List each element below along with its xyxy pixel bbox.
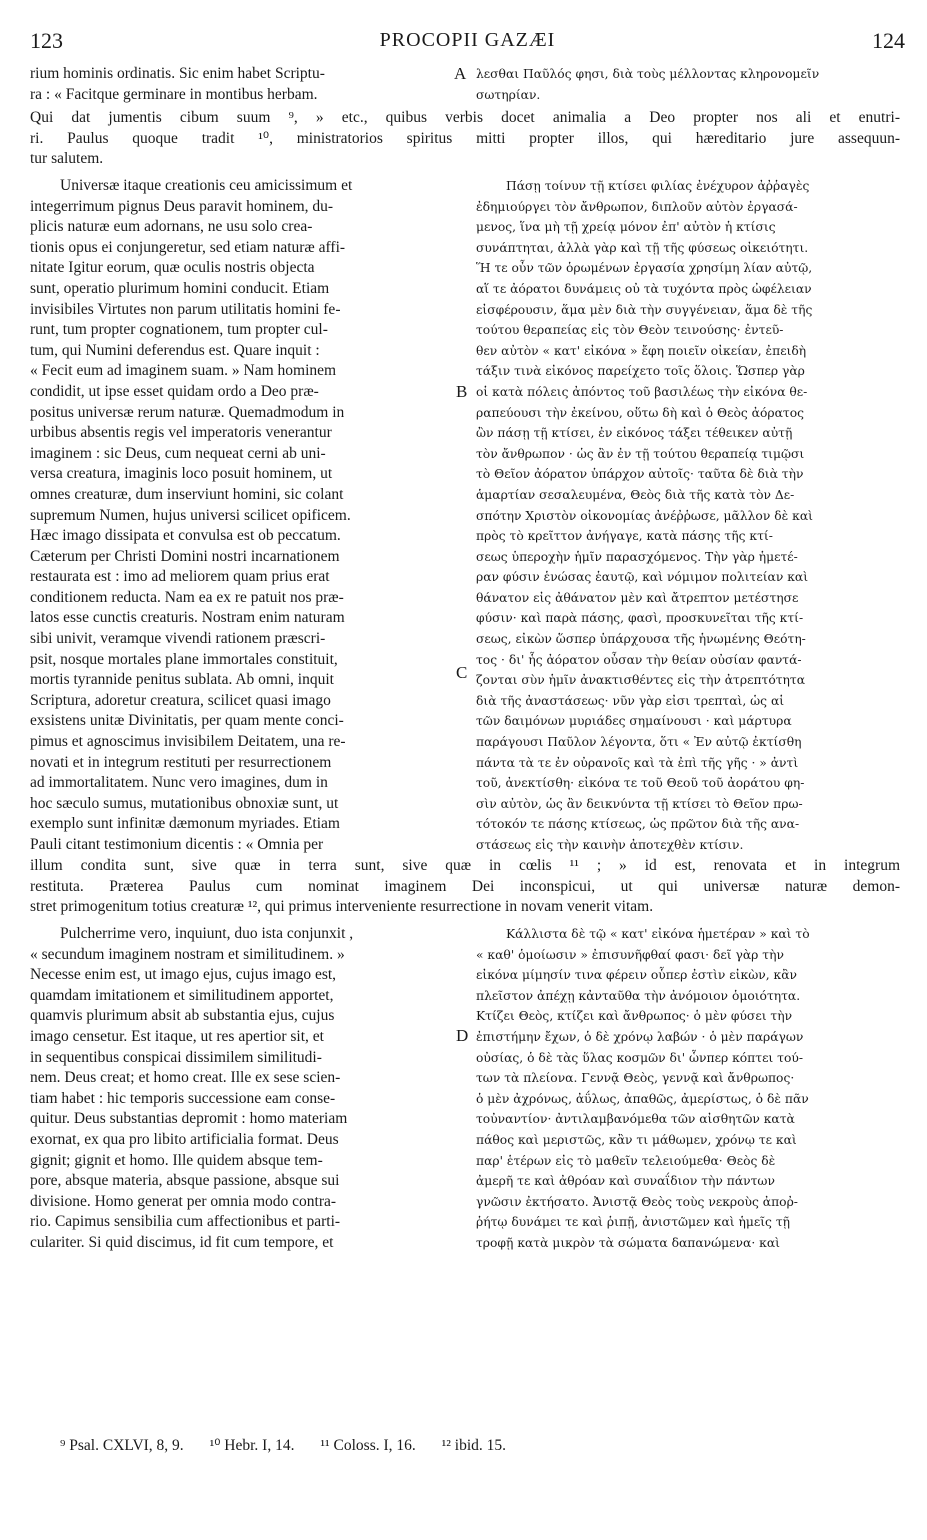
- text-line: Πάσῃ τοίνυν τῇ κτίσει φιλίας ἐνέχυρον ἀῤῥαγὲς: [506, 179, 810, 193]
- running-title: PROCOPII GAZÆI: [379, 29, 556, 51]
- text-line: tiam habet : hic temporis successione eam conse-: [30, 1089, 336, 1107]
- text-line: Pulcherrime vero, inquiunt, duo ista conjunxit ,: [60, 925, 354, 942]
- text-line: τότοκόν τε πάσης κτίσεως, ὡς πρῶτον διὰ τῆς ανα-: [476, 817, 800, 832]
- text-line: τῶν δαιμόνων μυριάδες σημαίνουσι · καὶ μάρτυρα: [476, 714, 792, 729]
- text-line: condidit, ut ipse esset quidam ordo a Deo præ-: [30, 382, 319, 400]
- text-line: αἵ τε ἀόρατοι δυνάμεις οὐ τὰ τυχόντα πρὸς ὠφέλειαν: [476, 281, 812, 296]
- text-line: restituta. Præterea Paulus cum nominat imaginem Dei inconspicui, ut qui universæ naturæ demon-: [30, 877, 900, 895]
- text-line: imago censetur. Est itaque, ut res apertior sit, et: [30, 1027, 324, 1045]
- text-line: Pauli citant testimonium dicentis : « Omnia per: [30, 836, 324, 853]
- text-line: συνάπτηται, ἀλλὰ γὰρ καὶ τῇ τῆς φύσεως οἰκειότητι.: [476, 240, 809, 255]
- text-line: runt, tum propter cognationem, tum propter cul-: [30, 321, 328, 339]
- text-line: « Fecit eum ad imaginem suam. » Nam hominem: [30, 362, 337, 380]
- text-line: mortis tyrannide penitus sublata. Ab omni, inquit: [30, 671, 334, 689]
- right-page-number: 124: [872, 28, 905, 53]
- margin-letter-a: A: [454, 64, 467, 83]
- footnote: ¹² ibid. 15.: [441, 1437, 507, 1454]
- text-line: ζονται σὺν ἡμῖν ἀνακτισθέντες εἰς τὴν ἀτρεπτότητα: [476, 673, 806, 688]
- text-line: ri. Paulus quoque tradit ¹⁰, ministratorios spiritus mitti propter illos, qui hæreditario jure assequun-: [30, 129, 900, 147]
- text-line: exornat, ex qua pro libito artificialia format. Deus: [30, 1130, 339, 1148]
- text-line: σεως, εἰκὼν ὥσπερ ὑπάρχουσα τῆς ἡνωμένης Θεότη-: [476, 632, 806, 647]
- text-line: φύσιν· καὶ παρὰ πάσης, φασὶ, προσκυνεῖται τῆς κτί-: [476, 611, 804, 626]
- text-line: gignit; gignit et homo. Ille quidem absque tem-: [30, 1151, 323, 1169]
- text-line: τούτου θεραπείας εἰς τὸν Θεὸν τεινούσης· ἐντεῦ-: [476, 323, 784, 338]
- text-line: hoc sæculo sumus, mutationibus obnoxiæ sunt, ut: [30, 794, 339, 812]
- text-line: exsistens unitæ Divinitatis, per quam mente conci-: [30, 712, 344, 730]
- text-line: Κτίζει Θεὸς, κτίζει καὶ ἄνθρωπος· ὁ μὲν φύσει τὴν: [476, 1009, 793, 1024]
- text-line: τὸν ἄνθρωπον · ὡς ἂν ἐν τῇ τούτου θεραπείᾳ τιμῷσι: [476, 446, 805, 461]
- text-line: novati et in integrum restituti per resurrectionem: [30, 753, 332, 771]
- text-line: urbibus absentis regis vel imperatoris venerantur: [30, 424, 332, 442]
- text-line: pimus et agnoscimus invisibilem Deitatem, una re-: [30, 733, 346, 751]
- text-line: οἱ κατὰ πόλεις ἀπόντος τοῦ βασιλέως τὴν εἰκόνα θε-: [476, 384, 808, 399]
- text-line: sunt, operatio plurimum homini conducit. Etiam: [30, 279, 330, 297]
- text-line: στάσεως εἰς τὴν καινὴν ἀποτεχθὲν κτίσιν.: [476, 838, 744, 852]
- text-line: διὰ τῆς ἀναστάσεως· νῦν γὰρ εἰσι τρεπταὶ, ὡς αἱ: [476, 693, 785, 708]
- latin-column-1: [30, 176, 460, 856]
- text-line: ad immortalitatem. Nunc vero imagines, dum in: [30, 774, 328, 792]
- text-line: πάντα τὰ τε ἐν οὐρανοῖς καὶ τὰ ἐπὶ τῆς γῆς · » ἀντὶ: [476, 755, 799, 770]
- text-line: restaurata est : imo ad meliorem quam prius erat: [30, 568, 330, 586]
- greek-top-continuation: [476, 64, 902, 105]
- text-line: τοῦ, ἀνεκτίσθη· εἰκόνα τε τοῦ Θεοῦ τοῦ ἀοράτου φη-: [476, 776, 805, 791]
- text-line: πλεῖστον ἀπέχῃ κἀνταῦθα τὴν ἀνόμοιον ὁμοιότητα.: [476, 988, 801, 1003]
- text-line: τος · δι' ἧς ἀόρατον οὖσαν τὴν θείαν οὐσίαν φαντά-: [476, 652, 802, 667]
- text-line: πρὸς τὸ κρεῖττον ἀνήγαγε, κατὰ πάσης τῆς κτί-: [476, 529, 773, 544]
- text-line: culariter. Si quid discimus, id fit cum tempore, et: [30, 1233, 334, 1251]
- margin-letter-c: C: [456, 663, 468, 682]
- text-line: tur salutem.: [30, 150, 104, 168]
- text-line: Universæ itaque creationis ceu amicissimum et: [60, 177, 353, 194]
- text-line: in sequentibus conspicai dissimilem similitudi-: [30, 1048, 322, 1066]
- text-line: σὶν αὐτὸν, ὡς ἂν δεικνύντα τῇ κτίσει τὸ Θεῖον πρω-: [476, 796, 803, 811]
- text-line: versa creatura, imaginis loco posuit hominem, ut: [30, 465, 333, 483]
- text-line: θεν αὐτὸν « κατ' εἰκόνα » ἔφη ποιεῖν οἰκείαν, ἐπειδὴ: [476, 343, 807, 358]
- text-line: εἰσφέρουσιν, ἅμα μὲν διὰ τὴν συγγένειαν, ἅμα δὲ τῆς: [476, 302, 813, 317]
- text-line: σεως ὑπεροχὴν ἡμῖν παρασχόμενος. Τὴν γὰρ ἡμετέ-: [476, 549, 798, 564]
- text-line: tum, qui Numini deferendus est. Quare inquit :: [30, 341, 320, 359]
- text-line: θάνατον εἰς ἀθάνατον μὲν καὶ ἄτρεπτον μετέστησε: [476, 590, 799, 605]
- text-line: conditionem reducta. Nam ea ex re patuit nos præ-: [30, 588, 344, 606]
- text-line: ἐδημιούργει τὸν ἄνθρωπον, διπλοῦν αὐτὸν ἐργασά-: [476, 199, 798, 214]
- text-line: παρ' ἑτέρων εἰς τὸ μαθεῖν τελειούμεθα· Θεὸς δὲ: [476, 1153, 776, 1168]
- text-line: παράγουσι Παῦλον λέγοντα, ὅτι « Ἐν αὐτῷ ἐκτίσθη: [476, 735, 802, 750]
- text-line: rio. Capimus sensibilia cum affectionibus et parti-: [30, 1213, 341, 1231]
- text-line: « secundum imaginem nostram et similitudinem. »: [30, 945, 345, 963]
- text-line: τάξιν τινὰ εἰκόνος παρείχετο τοῖς ὅλοις. Ὥσπερ γὰρ: [476, 364, 805, 379]
- text-line: τοὐναντίον· ἀντιλαμβανόμεθα τῶν αἰσθητῶν κατὰ: [476, 1112, 795, 1127]
- text-line: Ἥ τε οὖν τῶν ὁρωμένων ἐργασία χρησίμη λίαν αὐτῷ,: [476, 261, 813, 276]
- text-line: imaginem : sic Deus, cum nequeat cerni ab uni-: [30, 444, 326, 462]
- text-line: plicis naturæ eum adornans, ne usu solo crea-: [30, 218, 313, 236]
- text-line: sibi univit, veramque vivendi rationem præscri-: [30, 630, 326, 648]
- text-line: ἁμαρτίαν σεσαλευμένα, Θεὸς διὰ τῆς κατὰ τὸν Δε-: [476, 487, 795, 502]
- left-page-number: 123: [30, 28, 63, 53]
- text-line: πάθος καὶ μεριστῶς, κἂν τι μάθωμεν, χρόνῳ τε καὶ: [476, 1132, 797, 1147]
- text-line: psit, nosque mortales plane immortales constituit,: [30, 650, 338, 668]
- text-line: Hæc imago dissipata et convulsa est ob peccatum.: [30, 527, 341, 545]
- text-line: Qui dat jumentis cibum suum ⁹, » etc., quibus verbis docet animalia a Deo propter nos ali et enutri-: [30, 109, 900, 126]
- footnotes: [60, 1436, 528, 1455]
- text-line: omnes creaturæ, dum inserviunt homini, sic colant: [30, 485, 344, 503]
- text-line: divisione. Homo generat per omnia modo contra-: [30, 1192, 337, 1210]
- text-line: pore, absque materia, absque passione, absque sui: [30, 1172, 340, 1190]
- greek-column-2: [476, 924, 902, 1254]
- text-line: τὸ Θεῖον ἀόρατον ὑπάρχον αὐτοῖς· ταῦτα δὲ διὰ τὴν: [476, 467, 804, 482]
- text-line: ra : « Facitque germinare in montibus herbam.: [30, 85, 318, 103]
- text-line: ὢν πάσῃ τῇ κτίσει, ἐν εἰκόνος τάξει τέθεικεν αὐτῇ: [476, 426, 793, 441]
- text-line: Κάλλιστα δὲ τῷ « κατ' εἰκόνα ἡμετέραν » καὶ τὸ: [506, 927, 810, 941]
- margin-letter-b: B: [456, 382, 468, 401]
- text-line: illum condita sunt, sive quæ in terra sunt, sive quæ in cœlis ¹¹ ; » id est, renovata et in integrum: [30, 857, 900, 874]
- text-line: γνῶσιν ἐκτήσατο. Ἀνιστᾷ Θεὸς τοὺς νεκροὺς ἀποῤ-: [476, 1194, 798, 1209]
- text-line: Cæterum per Christi Domini nostri incarnationem: [30, 547, 340, 565]
- text-line: Necesse enim est, ut imago ejus, cujus imago est,: [30, 966, 337, 984]
- text-line: tionis opus ei conjungeretur, sed etiam naturæ affi-: [30, 238, 346, 256]
- footnote: ¹¹ Coloss. I, 16.: [320, 1437, 416, 1454]
- text-line: nitate Igitur eorum, quæ oculis nostris objecta: [30, 259, 315, 277]
- text-line: integerrimum pignus Deus paravit hominem, du-: [30, 197, 334, 215]
- text-line: μενος, ἵνα μὴ τῇ χρείᾳ μόνον ἐπ' αὐτὸν ἡ κτίσις: [476, 220, 776, 235]
- text-line: latos esse cunctis creaturis. Nostram enim naturam: [30, 609, 345, 627]
- text-line: οὐσίας, ὁ δὲ τὰς ὕλας κοσμῶν δι' ὧνπερ κόπτει τού-: [476, 1050, 804, 1065]
- text-line: σωτηρίαν.: [476, 87, 541, 102]
- text-line: stret primogenitum totius creaturæ ¹², qui primus interveniente resurrectione in novam venerit vitam.: [30, 898, 654, 916]
- text-line: ραπεύουσι τὴν ἐκείνου, οὕτω δὴ καὶ ὁ Θεὸς ἀόρατος: [476, 405, 804, 420]
- text-line: ραν φύσιν ἑνώσας ἑαυτῷ, καὶ νόμιμον πολιτείαν καὶ: [476, 570, 809, 585]
- text-line: λεσθαι Παῦλός φησι, διὰ τοὺς μέλλοντας κληρονομεῖν: [476, 67, 820, 81]
- text-line: Scriptura, adoretur creatura, scilicet quasi imago: [30, 691, 331, 709]
- text-line: invisibiles Virtutes non parum utilitatis homini fe-: [30, 300, 341, 318]
- text-line: exemplo sunt infinitæ dæmonum myriades. Etiam: [30, 815, 340, 833]
- footnote: ⁹ Psal. CXLVI, 8, 9.: [60, 1437, 184, 1454]
- text-line: σπότην Χριστὸν οἰκονομίας ἀνέῤῥωσε, μᾶλλον δὲ καὶ: [476, 508, 813, 523]
- text-line: τροφῇ κατὰ μικρὸν τὰ σώματα δαπανώμενα· καὶ: [476, 1235, 780, 1250]
- text-line: positus universæ rerum naturæ. Quemadmodum in: [30, 403, 345, 421]
- text-line: nem. Deus creat; et homo creat. Ille ex sese scien-: [30, 1069, 341, 1087]
- latin-full-width-block-1: [30, 108, 900, 170]
- text-line: quamvis plurimum absit ab substantia ejus, cujus: [30, 1007, 335, 1025]
- text-line: εἰκόνα μίμησίν τινα φέρειν οὗπερ ἐστὶν εἰκὼν, κἂν: [476, 968, 797, 983]
- greek-column-1: [476, 176, 902, 856]
- latin-column-2: [30, 924, 460, 1254]
- footnote: ¹⁰ Hebr. I, 14.: [209, 1437, 295, 1454]
- latin-full-width-block-2: [30, 856, 900, 918]
- text-line: των τὰ πλείονα. Γεννᾷ Θεὸς, γεννᾷ καὶ ἄνθρωπος·: [476, 1071, 795, 1086]
- text-line: ἐπιστήμην ἔχων, ὁ δὲ χρόνῳ λαβών · ὁ μὲν παράγων: [476, 1029, 804, 1044]
- text-line: ὁ μὲν ἀχρόνως, ἀΰλως, ἀπαθῶς, ἀμερίστως, ὁ δὲ πᾶν: [476, 1091, 809, 1106]
- text-line: « καθ' ὁμοίωσιν » ἐπισυνῆφθαί φασι· δεῖ γὰρ τὴν: [476, 947, 784, 962]
- text-line: ῥήτῳ δυνάμει τε καὶ ῥιπῇ, ἀνιστῶμεν καὶ ἡμεῖς τῇ: [476, 1215, 791, 1230]
- text-line: ἀμερῆ τε καὶ ἀθρόαν καὶ συναΐδιον τὴν πάντων: [476, 1174, 775, 1189]
- text-line: rium hominis ordinatis. Sic enim habet Scriptu-: [30, 65, 325, 82]
- text-line: supremum Numen, hujus universi scilicet opificem.: [30, 506, 351, 524]
- running-header: [30, 28, 905, 58]
- text-line: quamdam imitationem et similitudinem apportet,: [30, 986, 334, 1004]
- latin-top-continuation: [30, 64, 450, 105]
- text-line: quitur. Deus substantias depromit : homo materiam: [30, 1110, 348, 1128]
- margin-letter-d: D: [456, 1026, 469, 1045]
